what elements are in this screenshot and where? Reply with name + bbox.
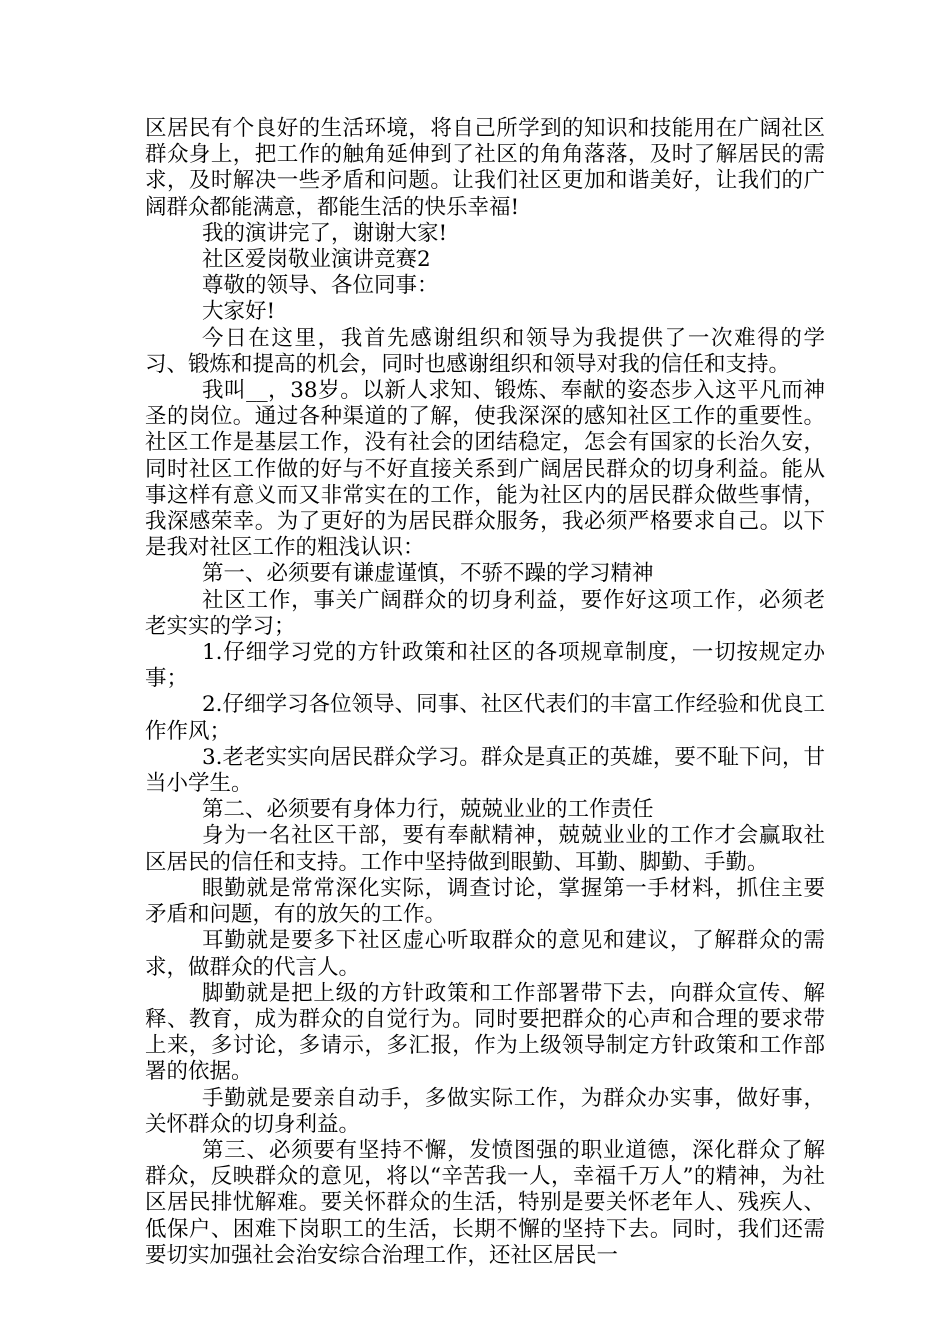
paragraph: 我的演讲完了，谢谢大家! xyxy=(202,220,448,246)
list-item: 1.仔细学习党的方针政策和社区的各项规章制度，一切按规定办事； xyxy=(145,640,825,692)
paragraph: 今日在这里，我首先感谢组织和领导为我提供了一次难得的学习、锻炼和提高的机会，同时也感谢组织和领导对我的信任和支持。 xyxy=(145,325,825,377)
list-item: 2.仔细学习各位领导、同事、社区代表们的丰富工作经验和优良工作作风； xyxy=(145,692,825,744)
subheading: 第二、必须要有身体力行，兢兢业业的工作责任 xyxy=(202,797,654,823)
paragraph: 我叫__，38岁。以新人求知、锻炼、奉献的姿态步入这平凡而神圣的岗位。通过各种渠道的了解，使我深深的感知社区工作的重要性。社区工作是基层工作，没有社会的团结稳定，怎会有国家的长治久安，同时社区工作做的好与不好直接关系到广阔居民群众的切身利益。能从事这样有意义而又非常实在的工作，能为社区内的居民群众做些事情，我深感荣幸。为了更好的为居民群众服务，我必须严格要求自己。以下是我对社区工作的粗浅认识： xyxy=(145,378,825,561)
paragraph: 区居民有个良好的生活环境，将自己所学到的知识和技能用在广阔社区群众身上，把工作的触角延伸到了社区的角角落落，及时了解居民的需求，及时解决一些矛盾和问题。让我们社区更加和谐美好，让我们的广阔群众都能满意，都能生活的快乐幸福! xyxy=(145,116,825,220)
paragraph: 耳勤就是要多下社区虚心听取群众的意见和建议，了解群众的需求，做群众的代言人。 xyxy=(145,928,825,980)
section-title: 社区爱岗敬业演讲竞赛2 xyxy=(202,247,431,273)
paragraph: 社区工作，事关广阔群众的切身利益，要作好这项工作，必须老老实实的学习； xyxy=(145,587,825,639)
document-body xyxy=(145,116,825,1269)
subheading: 第一、必须要有谦虚谨慎，不骄不躁的学习精神 xyxy=(202,561,654,587)
paragraph: 眼勤就是常常深化实际，调查讨论，掌握第一手材料，抓住主要矛盾和问题，有的放矢的工作。 xyxy=(145,875,825,928)
salutation: 尊敬的领导、各位同事： xyxy=(202,273,439,299)
paragraph: 手勤就是要亲自动手，多做实际工作，为群众办实事，做好事，关怀群众的切身利益。 xyxy=(145,1085,825,1137)
paragraph: 脚勤就是把上级的方针政策和工作部署带下去，向群众宣传、解释、教育，成为群众的自觉行为。同时要把群众的心声和合理的要求带上来，多讨论，多请示，多汇报，作为上级领导制定方针政策和工作部署的依据。 xyxy=(145,980,825,1085)
paragraph: 第三、必须要有坚持不懈，发愤图强的职业道德，深化群众了解群众，反映群众的意见，将以“辛苦我一人，幸福千万人”的精神，为社区居民排忧解难。要关怀群众的生活，特别是要关怀老年人、残疾人、低保户、困难下岗职工的生活，长期不懈的坚持下去。同时，我们还需要切实加强社会治安综合治理工作，还社区居民一 xyxy=(145,1137,825,1268)
greeting: 大家好! xyxy=(202,299,276,325)
list-item: 3.老老实实向居民群众学习。群众是真正的英雄，要不耻下问，甘当小学生。 xyxy=(145,744,825,797)
paragraph: 身为一名社区干部，要有奉献精神，兢兢业业的工作才会赢取社区居民的信任和支持。工作中坚持做到眼勤、耳勤、脚勤、手勤。 xyxy=(145,823,825,875)
